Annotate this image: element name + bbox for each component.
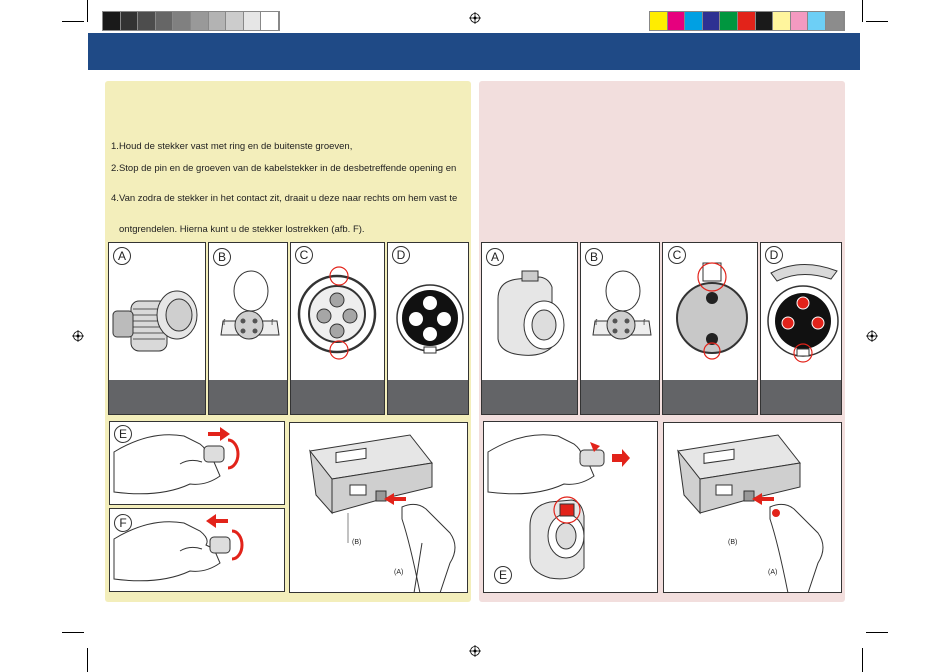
- color-swatch: [685, 12, 703, 30]
- figure-right-connection: [663, 422, 842, 593]
- color-swatch: [138, 12, 156, 30]
- color-swatch: [209, 12, 227, 30]
- instruction-4: 4.Van zodra de stekker in het contact zit, draait u deze naar rechts om hem vast te: [111, 193, 458, 204]
- figure-label-c: C: [668, 246, 686, 264]
- color-swatch: [826, 12, 844, 30]
- color-swatch: [156, 12, 174, 30]
- color-swatch: [720, 12, 738, 30]
- caption-bar: [663, 380, 757, 414]
- figure-label-b: B: [213, 248, 231, 266]
- color-swatch: [738, 12, 756, 30]
- color-swatch: [650, 12, 668, 30]
- gray-calibration-bar: [102, 11, 280, 31]
- crop-mark: [62, 21, 84, 22]
- svg-text:f: f: [595, 318, 598, 327]
- color-swatch: [756, 12, 774, 30]
- plug-face-4pin-icon: [291, 243, 385, 383]
- figure-right-b: [580, 242, 660, 415]
- color-swatch: [226, 12, 244, 30]
- caption-a: (A): [394, 569, 404, 576]
- caption-bar: [482, 380, 577, 414]
- generator-connection-icon: [664, 423, 842, 593]
- color-swatch: [244, 12, 262, 30]
- hand-unlocking-plug-icon: [484, 422, 658, 593]
- crop-mark: [866, 21, 888, 22]
- registration-mark-icon: [469, 645, 481, 657]
- figure-right-d: [760, 242, 842, 415]
- figure-label-f: F: [114, 514, 132, 532]
- socket-face-3pin-icon: [761, 243, 842, 383]
- figure-label-a: A: [113, 247, 131, 265]
- figure-right-e: [483, 421, 658, 593]
- crop-mark: [866, 632, 888, 633]
- color-calibration-bar: [649, 11, 845, 31]
- registration-mark-icon: [469, 12, 481, 24]
- crop-mark: [862, 0, 863, 22]
- color-swatch: [773, 12, 791, 30]
- figure-left-f: [109, 508, 285, 592]
- figure-left-c: [290, 242, 385, 415]
- caption-bar: [291, 380, 384, 414]
- caption-bar: [109, 380, 205, 414]
- figure-label-a: A: [486, 248, 504, 266]
- instruction-1: 1.Houd de stekker vast met ring en de buitenste groeven,: [111, 141, 353, 152]
- socket-face-4pin-icon: [388, 243, 469, 383]
- color-swatch: [261, 12, 279, 30]
- caption-bar: [388, 380, 468, 414]
- figure-label-b: B: [585, 248, 603, 266]
- color-swatch: [173, 12, 191, 30]
- registration-mark-icon: [866, 330, 878, 342]
- crop-mark: [62, 632, 84, 633]
- figure-label-e: E: [494, 566, 512, 584]
- crop-mark: [87, 0, 88, 22]
- caption-b: (B): [728, 539, 738, 546]
- figure-left-a: [108, 242, 206, 415]
- color-swatch: [668, 12, 686, 30]
- caption-bar: [761, 380, 841, 414]
- figure-label-d: D: [765, 246, 783, 264]
- instruction-4-continued: ontgrendelen. Hierna kunt u de stekker lostrekken (afb. F).: [119, 224, 365, 235]
- color-swatch: [808, 12, 826, 30]
- figure-label-d: D: [392, 246, 410, 264]
- svg-text:f: f: [271, 318, 274, 327]
- svg-text:f: f: [643, 318, 646, 327]
- figure-left-b: [208, 242, 288, 415]
- registration-mark-icon: [72, 330, 84, 342]
- caption-a: (A): [768, 569, 778, 576]
- crop-mark: [862, 648, 863, 672]
- plug-face-2pin-icon: [663, 243, 758, 383]
- generator-connection-icon: [290, 423, 468, 593]
- color-swatch: [703, 12, 721, 30]
- caption-bar: [581, 380, 659, 414]
- color-swatch: [191, 12, 209, 30]
- figure-right-a: [481, 242, 578, 415]
- svg-text:f: f: [223, 318, 226, 327]
- figure-left-connection: [289, 422, 468, 593]
- color-swatch: [103, 12, 121, 30]
- hand-pulling-plug-icon: [110, 509, 285, 592]
- header-bar: [88, 33, 860, 70]
- figure-left-e: [109, 421, 285, 505]
- hand-rotating-plug-icon: [110, 422, 285, 505]
- figure-right-c: [662, 242, 758, 415]
- instruction-2: 2.Stop de pin en de groeven van de kabelstekker in de desbetreffende opening en: [111, 163, 457, 174]
- figure-left-d: [387, 242, 469, 415]
- caption-b: (B): [352, 539, 362, 546]
- figure-label-e: E: [114, 425, 132, 443]
- caption-bar: [209, 380, 287, 414]
- crop-mark: [87, 648, 88, 672]
- color-swatch: [791, 12, 809, 30]
- color-swatch: [121, 12, 139, 30]
- figure-label-c: C: [295, 246, 313, 264]
